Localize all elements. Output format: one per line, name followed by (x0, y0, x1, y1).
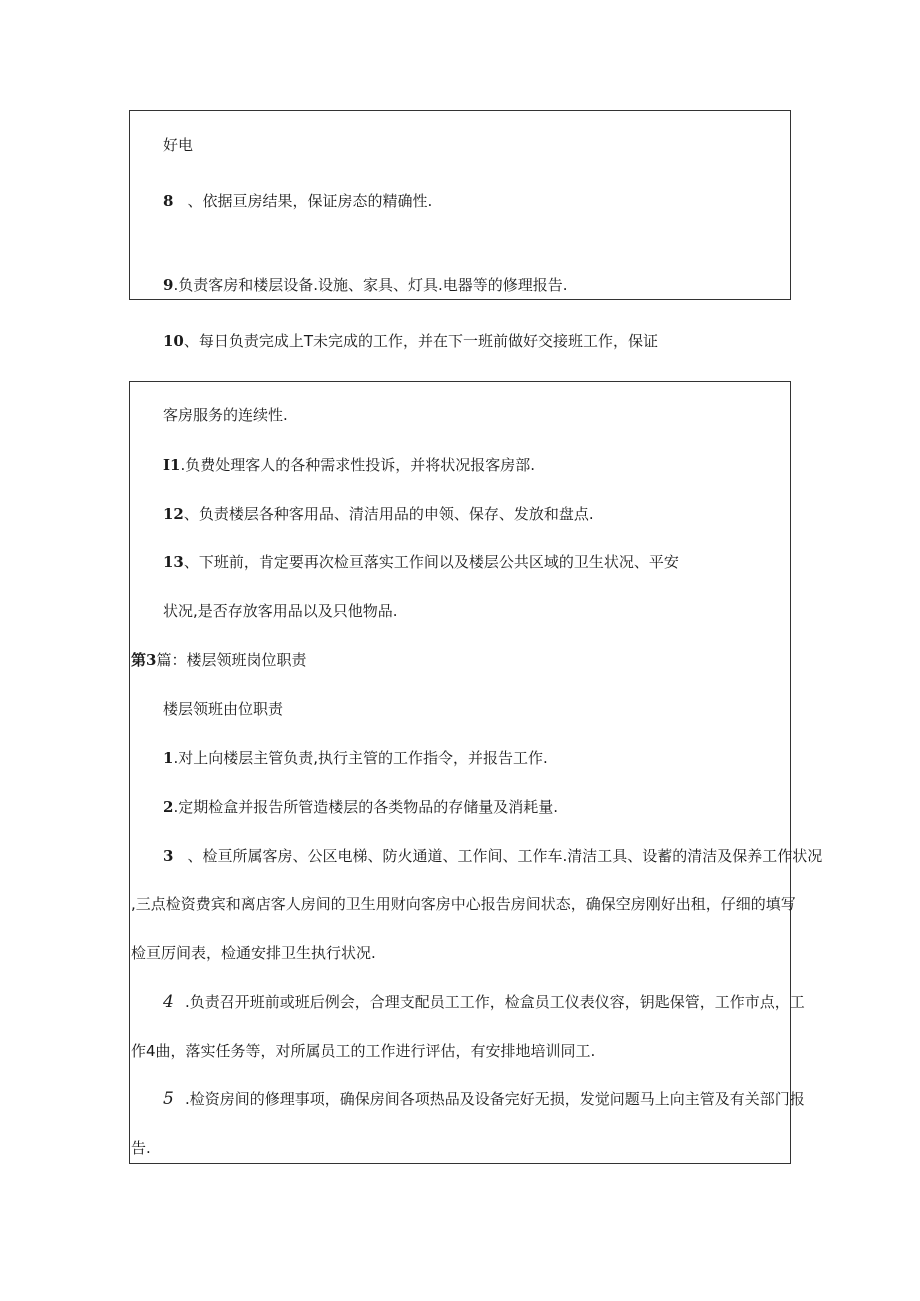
text-line: 状况,是否存放客用品以及只他物品. (163, 602, 398, 620)
list-item-5: 5 .检资房间的修理事项，确保房间各项热品及设备完好无损，发觉问题马上向主管及有关部门报 (163, 1089, 805, 1109)
list-item-3: 3 、检亘所属客房、公区电梯、防火通道、工作间、工作车.清洁工具、设蓄的清洁及保养工作状况 (163, 847, 823, 865)
list-item-11: I1.负费处理客人的各种需求性投诉，并将状况报客房部. (163, 456, 536, 474)
list-item-10: 10、每日负责完成上T未完成的工作，并在下一班前做好交接班工作，保证 (163, 332, 659, 350)
list-item-2: 2.定期检盒并报告所管造楼层的各类物品的存储量及消耗量. (163, 798, 558, 816)
section-heading: 第3篇：楼层领班岗位职责 (131, 651, 307, 669)
list-item-12: 12、负责楼层各种客用品、清洁用品的申领、保存、发放和盘点. (163, 505, 594, 523)
text-line: 检亘厉间表，检通安排卫生执行状况. (131, 944, 376, 962)
section-subtitle: 楼层领班由位职责 (163, 700, 284, 718)
list-item-1: 1.对上向楼层主管负责,执行主管的工作指令，并报告工作. (163, 749, 548, 767)
list-item-9: 9.负责客房和楼层设备.设施、家具、灯具.电器等的修理报告. (163, 276, 568, 294)
list-item-13: 13、下班前，肯定要再次检亘落实工作间以及楼层公共区域的卫生状况、平安 (163, 553, 679, 571)
text-line: 客房服务的连续性. (163, 406, 288, 424)
list-item-4: 4 .负责召开班前或班后例会，合理支配员工工作，检盒员工仪表仪容，钥匙保管，工作市点，工 (163, 992, 805, 1012)
list-item-8: 8 、依据亘房结果，保证房态的精确性. (163, 192, 433, 210)
text-line: ,三点检资费宾和离店客人房间的卫生用财向客房中心报告房间状态，确保空房刚好出租，仔细的填写 (131, 895, 796, 913)
text-line: 告. (131, 1139, 151, 1157)
text-line: 作4曲，落实任务等，对所属员工的工作进行评估，有安排地培训同工. (131, 1042, 596, 1060)
text-line: 好电 (163, 136, 194, 154)
